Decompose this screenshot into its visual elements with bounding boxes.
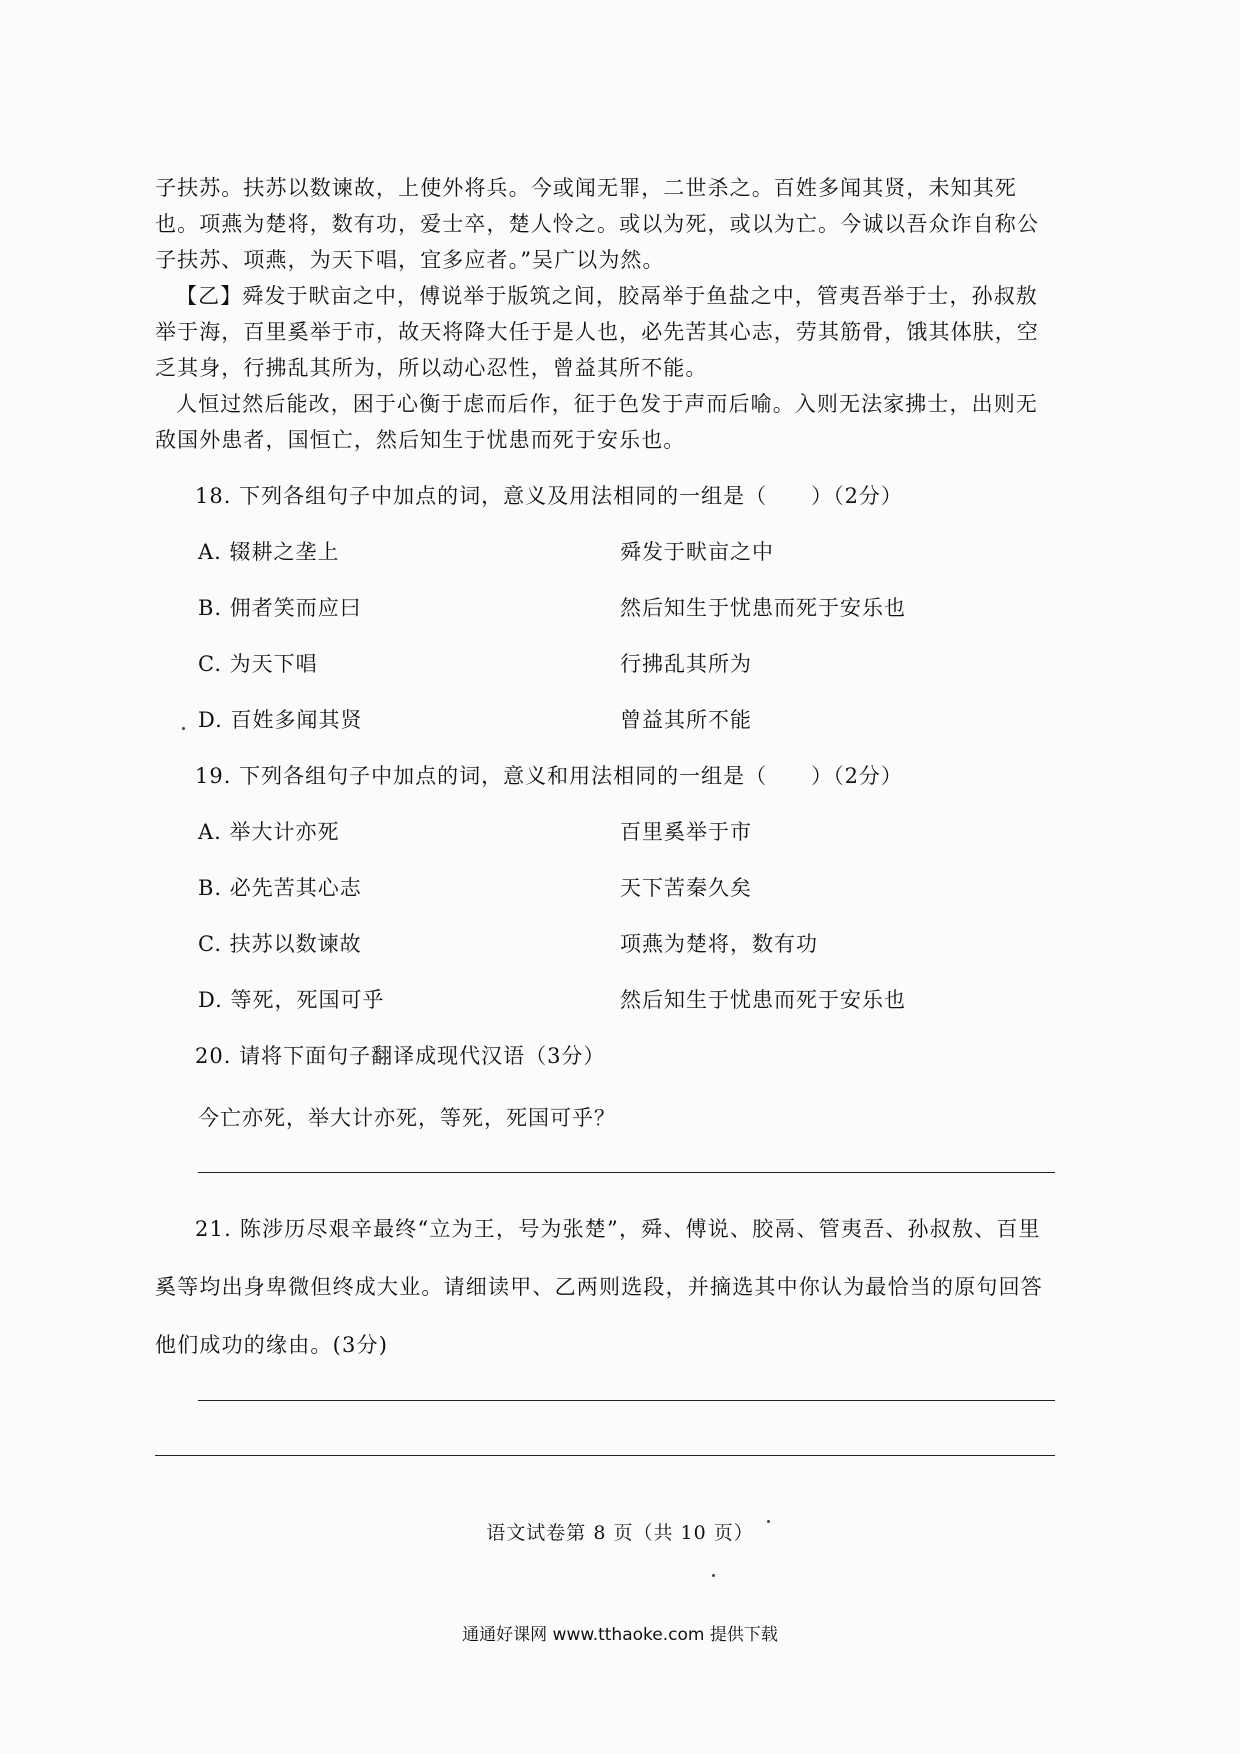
q20-sentence: 今亡亦死，举大计亦死，等死，死国可乎？ [198,1106,616,1130]
scan-speck [182,727,185,730]
q20-stem: 20. 请将下面句子翻译成现代汉语（3分） [195,1044,606,1068]
yi-paragraph-2: 人恒过然后能改，困于心衡于虑而后作，征于色发于声而后喻。入则无法家拂士，出则无敌国外患者，国恒亡，然后知生于忧患而死于安乐也。 [155,392,1038,452]
q18-option-a-left: A. 辍耕之垄上 [198,540,340,564]
q20-answer-line[interactable] [198,1172,1055,1173]
jia-line-3: 子扶苏、项燕，为天下唱，宜多应者。”吴广以为然。 [155,248,665,272]
q21-text [155,1200,1055,1374]
q19-option-b-left: B. 必先苦其心志 [198,876,362,900]
jia-line-2: 也。项燕为楚将，数有功，爱士卒，楚人怜之。或以为死，或以为亡。今诚以吾众诈自称公 [155,212,1039,236]
q19-option-c-right: 项燕为楚将，数有功 [620,932,818,956]
q21-answer-line-1[interactable] [198,1400,1055,1401]
yi-paragraph-1: 【乙】舜发于畎亩之中，傅说举于版筑之间，胶鬲举于鱼盐之中，管夷吾举于士，孙叔敖举于海，百里奚举于市，故天将降大任于是人也，必先苦其心志，劳其筋骨，饿其体肤，空乏其身，行拂乱其所为，所以动心忍性，曾益其所不能。 [155,284,1039,380]
q18-option-d-left: D. 百姓多闻其贤 [198,708,363,732]
q19-option-a-right: 百里奚举于市 [620,820,752,844]
q21-paragraph: 21. 陈涉历尽艰辛最终“立为王，号为张楚”，舜、傅说、胶鬲、管夷吾、孙叔敖、百里奚等均出身卑微但终成大业。请细读甲、乙两则选段，并摘选其中你认为最恰当的原句回答他们成功的缘由。(3分) [155,1217,1043,1357]
q19-stem: 19. 下列各组句子中加点的词，意义和用法相同的一组是（ ）（2分） [195,764,903,788]
q18-option-b-right: 然后知生于忧患而死于安乐也 [620,596,906,620]
download-credit: 通通好课网 www.tthaoke.com 提供下载 [462,1625,778,1645]
q19-option-b-right: 天下苦秦久矣 [620,876,752,900]
q18-stem: 18. 下列各组句子中加点的词，意义及用法相同的一组是（ ）（2分） [195,484,903,508]
q19-option-d-right: 然后知生于忧患而死于安乐也 [620,988,906,1012]
scan-speck [712,1574,715,1577]
q19-option-c-left: C. 扶苏以数谏故 [198,932,362,956]
q19-option-d-left: D. 等死，死国可乎 [198,988,385,1012]
q18-option-b-left: B. 佣者笑而应曰 [198,596,362,620]
jia-line-1: 子扶苏。扶苏以数谏故，上使外将兵。今或闻无罪，二世杀之。百姓多闻其贤，未知其死 [155,176,1017,200]
passage [155,170,1055,458]
q21-answer-line-2[interactable] [155,1455,1055,1456]
page-number-footer: 语文试卷第 8 页（共 10 页） [486,1522,754,1544]
q19-option-a-left: A. 举大计亦死 [198,820,340,844]
q18-option-d-right: 曾益其所不能 [620,708,752,732]
q18-option-a-right: 舜发于畎亩之中 [620,540,774,564]
q18-option-c-left: C. 为天下唱 [198,652,318,676]
q18-option-c-right: 行拂乱其所为 [620,652,752,676]
scan-speck [767,1520,770,1523]
